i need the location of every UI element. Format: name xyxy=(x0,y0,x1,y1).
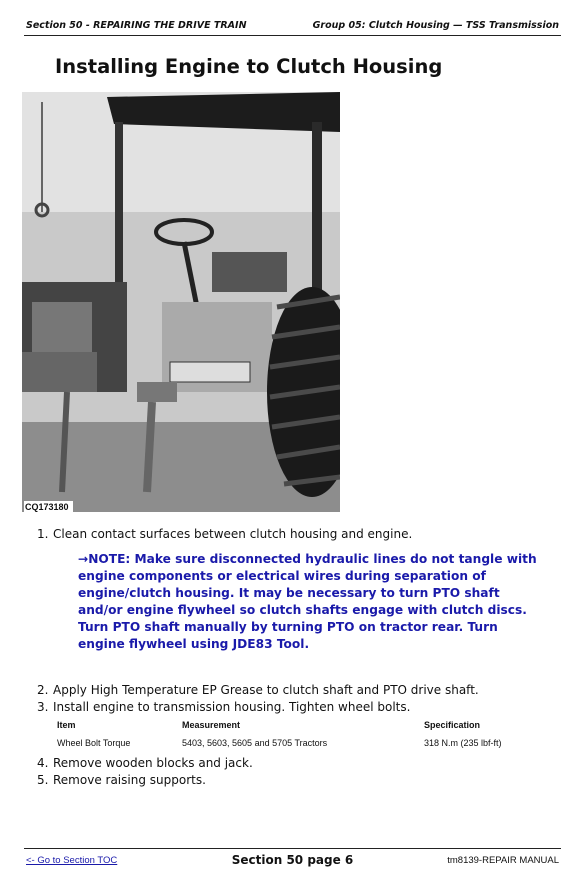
table-cell: 318 N.m (235 lbf-ft) xyxy=(424,738,502,748)
list-item xyxy=(37,773,206,787)
tractor-photo xyxy=(22,92,340,512)
page-header xyxy=(24,17,561,36)
step-number: 1. xyxy=(37,527,49,541)
group-heading: Group 05: Clutch Housing — TSS Transmission xyxy=(312,20,559,31)
step-number: 5. xyxy=(37,773,49,787)
figure-label: CQ173180 xyxy=(24,501,73,512)
table-row xyxy=(57,732,527,754)
section-heading: Section 50 - REPAIRING THE DRIVE TRAIN xyxy=(26,20,247,31)
page-title: Installing Engine to Clutch Housing xyxy=(55,55,443,78)
page-footer xyxy=(24,848,561,871)
step-text: Apply High Temperature EP Grease to clutch shaft and PTO drive shaft. xyxy=(53,683,479,697)
list-item xyxy=(37,527,412,541)
note-callout: →NOTE: Make sure disconnected hydraulic lines do not tangle with engine components or electrical wires during separation of engine/clutch housing. It may be necessary to turn PTO shaft and/or engine flywheel so clutch shafts engage with clutch discs. Turn PTO shaft manually by turning PTO on tractor rear. Turn engine flywheel using JDE83 Tool. xyxy=(78,552,537,651)
page-number: Section 50 page 6 xyxy=(231,853,354,867)
list-item xyxy=(37,683,479,697)
step-number: 3. xyxy=(37,700,49,714)
section-toc-link[interactable]: <- Go to Section TOC xyxy=(26,855,118,866)
column-header: Measurement xyxy=(182,720,241,730)
step-text: Clean contact surfaces between clutch housing and engine. xyxy=(53,527,413,541)
table-header-row xyxy=(57,718,527,732)
specification-table xyxy=(57,718,527,754)
list-item xyxy=(37,700,410,714)
column-header: Specification xyxy=(424,720,481,730)
step-text: Install engine to transmission housing. Tighten wheel bolts. xyxy=(53,700,411,714)
list-item xyxy=(37,756,253,770)
manual-id: tm8139-REPAIR MANUAL xyxy=(447,855,559,866)
tractor-illustration xyxy=(22,92,340,512)
table-cell: 5403, 5603, 5605 and 5705 Tractors xyxy=(182,738,328,748)
column-header: Item xyxy=(57,720,76,730)
table-cell: Wheel Bolt Torque xyxy=(57,738,131,748)
step-text: Remove wooden blocks and jack. xyxy=(53,756,253,770)
step-number: 2. xyxy=(37,683,49,697)
step-number: 4. xyxy=(37,756,49,770)
step-text: Remove raising supports. xyxy=(53,773,206,787)
